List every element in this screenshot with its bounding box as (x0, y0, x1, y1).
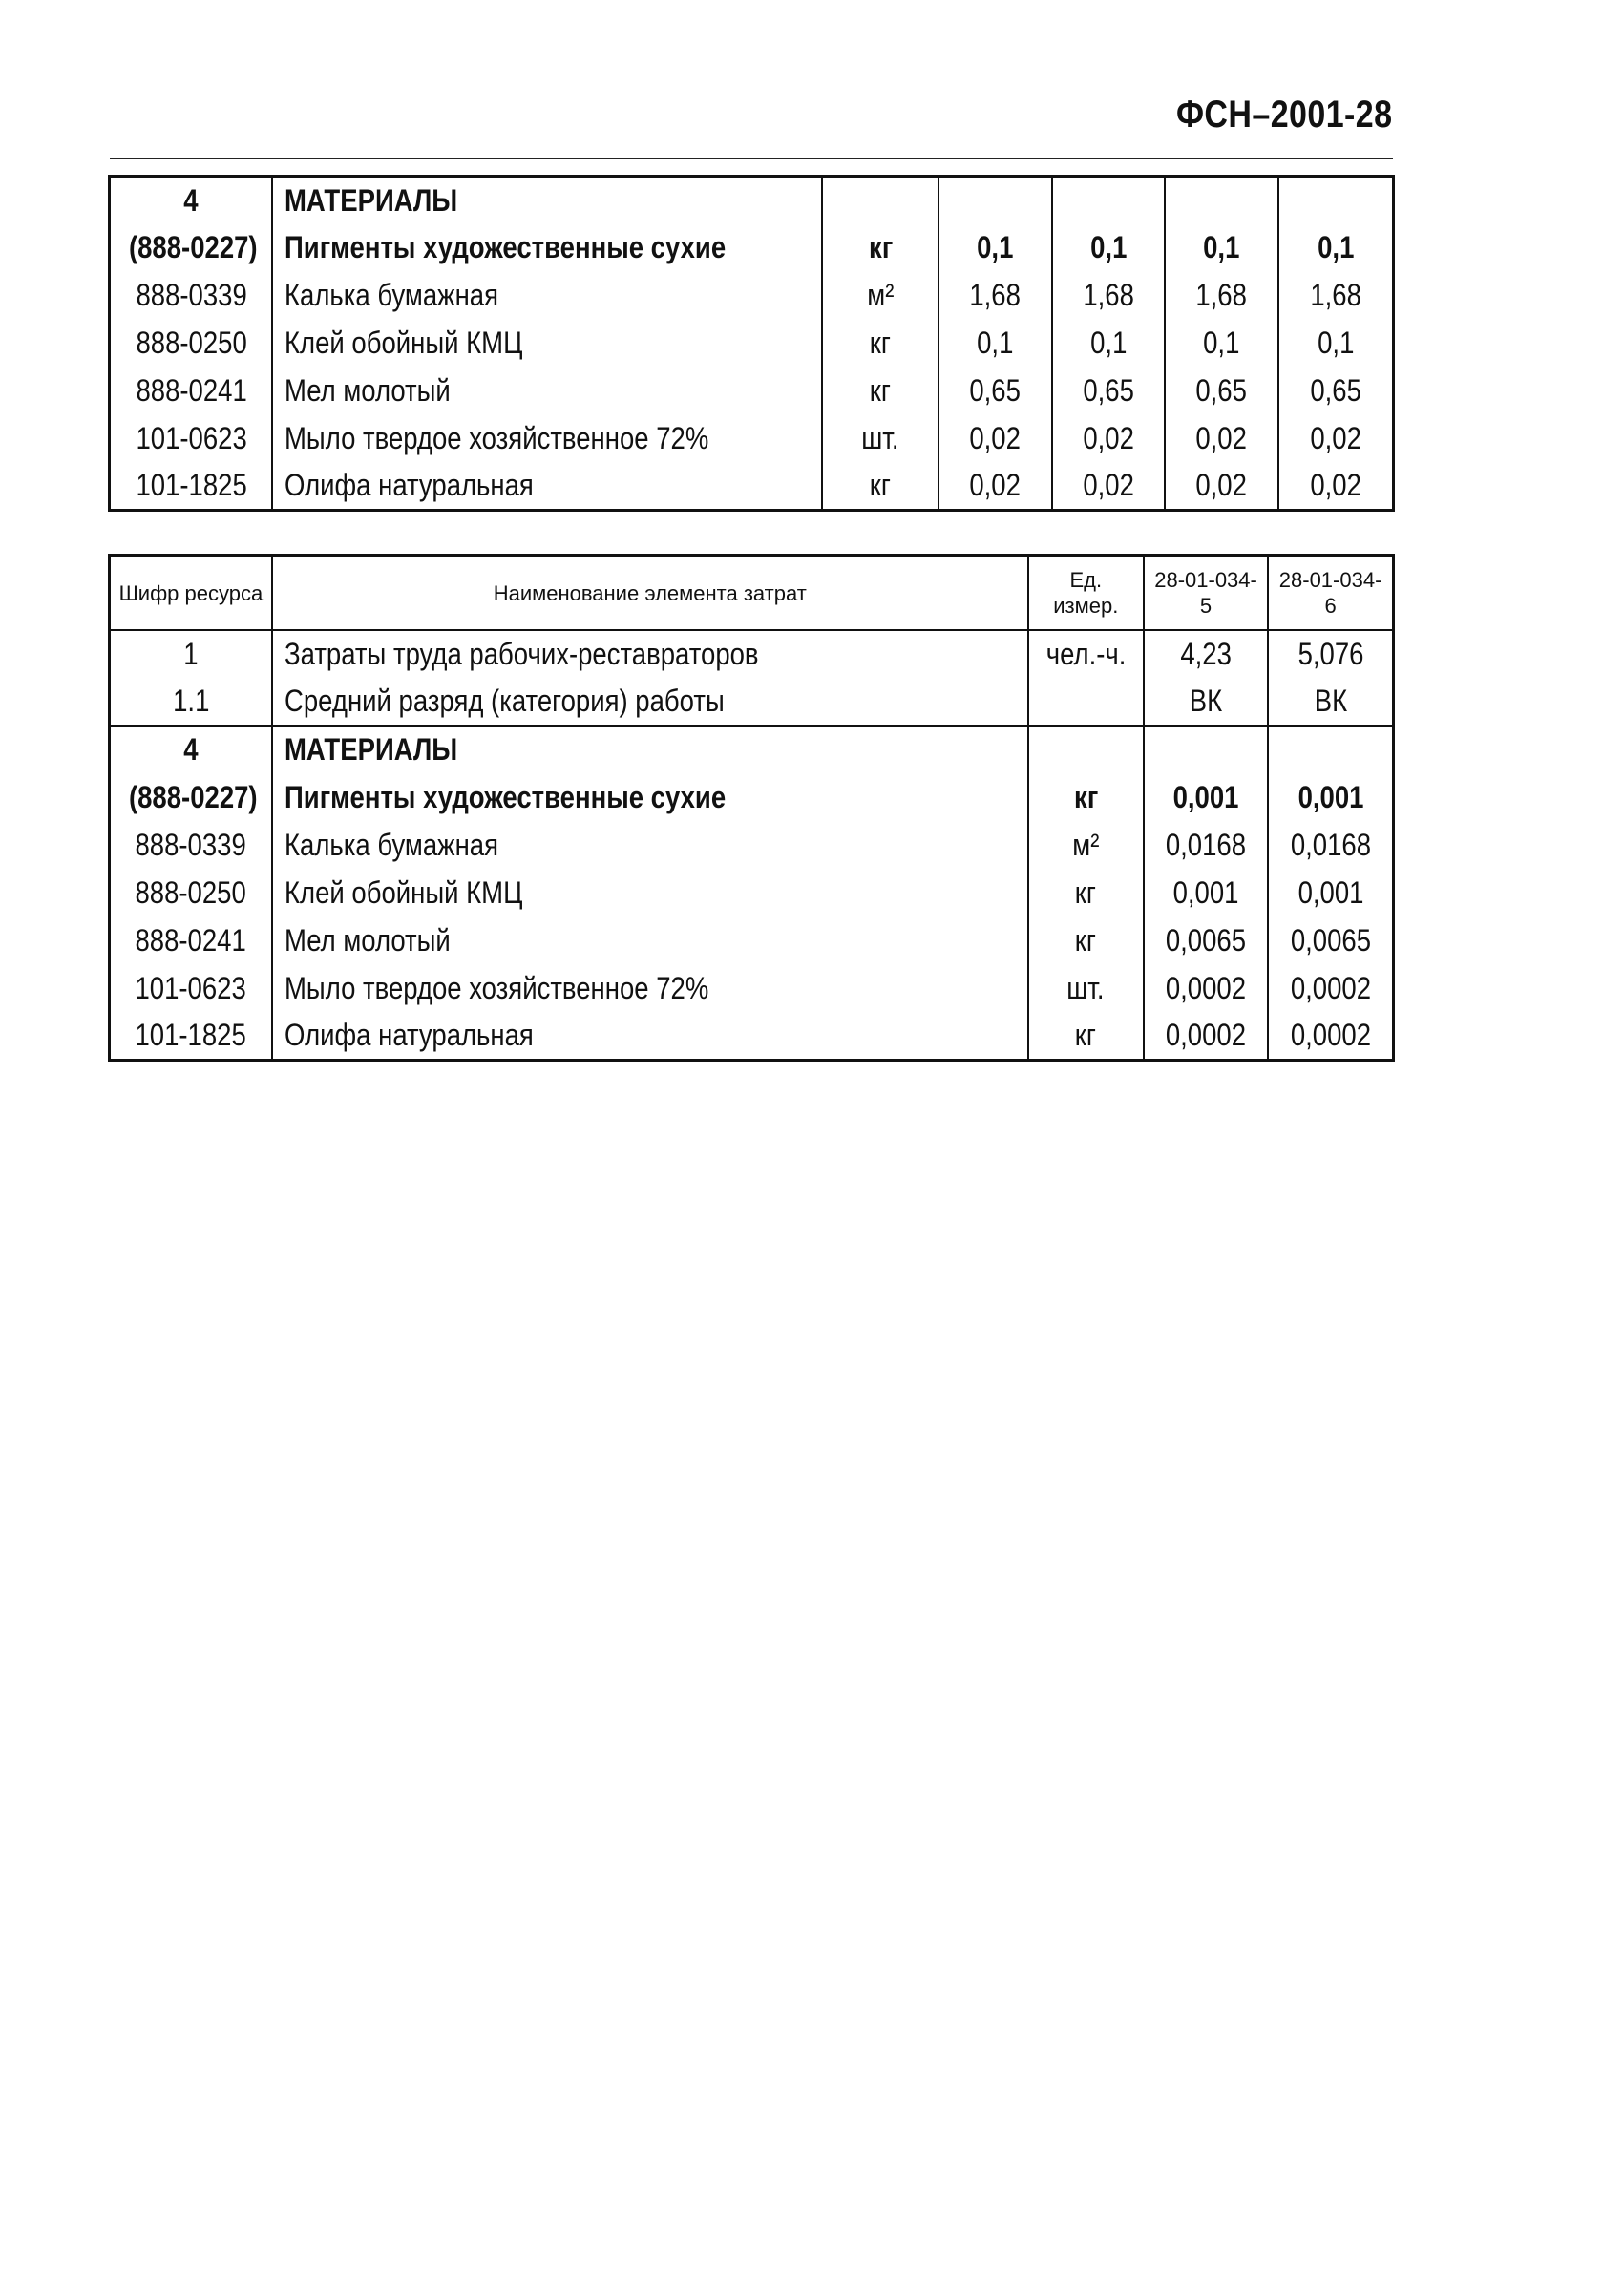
value-cell: 0,1 (1052, 224, 1166, 272)
header-col2: 28-01-034-6 (1268, 556, 1393, 631)
table-row (110, 177, 1394, 224)
document-code: ФСН–2001-28 (1175, 94, 1392, 136)
cost-element-name-cell: МАТЕРИАЛЫ (272, 177, 822, 224)
cost-element-name-cell: Затраты труда рабочих-реставраторов (272, 630, 1028, 678)
cost-element-name-cell: Мел молотый (272, 916, 1028, 964)
table-header-row (110, 556, 1394, 631)
header-unit: Ед. измер. (1028, 556, 1144, 631)
value-cell: 0,65 (1052, 368, 1166, 415)
value-cell (1144, 726, 1268, 773)
cost-element-name-cell: Олифа натуральная (272, 463, 822, 511)
value-cell: 0,1 (1052, 320, 1166, 368)
cost-element-name-cell: Пигменты художественные сухие (272, 773, 1028, 821)
table-row (110, 320, 1394, 368)
value-cell: 0,0002 (1144, 1012, 1268, 1060)
value-cell: 1,68 (939, 272, 1052, 320)
value-cell: 0,1 (1278, 320, 1394, 368)
value-cell: 0,65 (939, 368, 1052, 415)
value-cell: ВК (1144, 678, 1268, 726)
header-code: Шифр ресурса (110, 556, 272, 631)
resource-code-cell: 4 (110, 177, 273, 224)
table-row (110, 964, 1394, 1012)
value-cell: 0,02 (1052, 463, 1166, 511)
cost-element-name-cell: Пигменты художественные сухие (272, 224, 822, 272)
resource-code-cell: (888-0227) (110, 773, 272, 821)
table-row (110, 678, 1394, 726)
resource-code-cell: 101-0623 (110, 415, 273, 463)
value-cell: ВК (1268, 678, 1393, 726)
resource-code-cell: 1.1 (110, 678, 272, 726)
value-cell: 0,65 (1165, 368, 1278, 415)
materials-table-1 (108, 175, 1395, 512)
value-cell (1165, 177, 1278, 224)
resource-code-cell: 888-0250 (110, 320, 273, 368)
table-row (110, 1012, 1394, 1060)
header-rule (110, 158, 1393, 159)
resource-code-cell: 888-0339 (110, 821, 272, 869)
unit-cell (1028, 726, 1144, 773)
value-cell: 0,001 (1144, 773, 1268, 821)
value-cell: 0,0168 (1268, 821, 1393, 869)
unit-cell: кг (1028, 869, 1144, 916)
unit-cell: м² (822, 272, 939, 320)
table-row (110, 773, 1394, 821)
value-cell (1052, 177, 1166, 224)
value-cell: 4,23 (1144, 630, 1268, 678)
resource-code-cell: 101-1825 (110, 1012, 272, 1060)
resource-code-cell: 888-0241 (110, 368, 273, 415)
materials-table-2 (108, 554, 1395, 1062)
unit-cell: кг (822, 224, 939, 272)
value-cell (1268, 726, 1393, 773)
value-cell: 0,02 (1165, 463, 1278, 511)
value-cell: 0,0002 (1144, 964, 1268, 1012)
resource-code-cell: 888-0339 (110, 272, 273, 320)
value-cell: 0,0168 (1144, 821, 1268, 869)
table-row (110, 869, 1394, 916)
cost-element-name-cell: Калька бумажная (272, 821, 1028, 869)
resource-code-cell: 101-0623 (110, 964, 272, 1012)
resource-code-cell: 4 (110, 726, 272, 773)
value-cell: 0,0002 (1268, 1012, 1393, 1060)
value-cell: 0,02 (1278, 463, 1394, 511)
value-cell: 1,68 (1052, 272, 1166, 320)
resource-code-cell: 101-1825 (110, 463, 273, 511)
unit-cell: кг (822, 320, 939, 368)
value-cell: 0,1 (1165, 224, 1278, 272)
cost-element-name-cell: Калька бумажная (272, 272, 822, 320)
table-row (110, 630, 1394, 678)
unit-cell: кг (822, 368, 939, 415)
value-cell: 0,0065 (1268, 916, 1393, 964)
header-col1: 28-01-034-5 (1144, 556, 1268, 631)
table-row (110, 916, 1394, 964)
resource-code-cell: 1 (110, 630, 272, 678)
table-row (110, 463, 1394, 511)
value-cell: 0,1 (939, 224, 1052, 272)
cost-element-name-cell: Клей обойный КМЦ (272, 869, 1028, 916)
unit-cell: м² (1028, 821, 1144, 869)
unit-cell (822, 177, 939, 224)
unit-cell: шт. (1028, 964, 1144, 1012)
cost-element-name-cell: Мыло твердое хозяйственное 72% (272, 964, 1028, 1012)
value-cell: 0,02 (1278, 415, 1394, 463)
value-cell (1278, 177, 1394, 224)
unit-cell: кг (1028, 916, 1144, 964)
value-cell: 0,65 (1278, 368, 1394, 415)
value-cell: 0,001 (1144, 869, 1268, 916)
cost-element-name-cell: Олифа натуральная (272, 1012, 1028, 1060)
value-cell: 1,68 (1165, 272, 1278, 320)
unit-cell (1028, 678, 1144, 726)
cost-element-name-cell: Клей обойный КМЦ (272, 320, 822, 368)
resource-code-cell: 888-0241 (110, 916, 272, 964)
unit-cell: шт. (822, 415, 939, 463)
table-row (110, 821, 1394, 869)
value-cell: 0,1 (939, 320, 1052, 368)
value-cell: 0,02 (1165, 415, 1278, 463)
header-name: Наименование элемента затрат (272, 556, 1028, 631)
cost-element-name-cell: Средний разряд (категория) работы (272, 678, 1028, 726)
value-cell: 0,02 (939, 463, 1052, 511)
value-cell: 0,1 (1278, 224, 1394, 272)
unit-cell: чел.-ч. (1028, 630, 1144, 678)
unit-cell: кг (1028, 1012, 1144, 1060)
value-cell: 0,0002 (1268, 964, 1393, 1012)
value-cell (939, 177, 1052, 224)
table-row (110, 224, 1394, 272)
table-row (110, 726, 1394, 773)
value-cell: 0,1 (1165, 320, 1278, 368)
value-cell: 0,02 (1052, 415, 1166, 463)
table-row (110, 368, 1394, 415)
unit-cell: кг (1028, 773, 1144, 821)
value-cell: 5,076 (1268, 630, 1393, 678)
cost-element-name-cell: Мел молотый (272, 368, 822, 415)
resource-code-cell: 888-0250 (110, 869, 272, 916)
table-row (110, 415, 1394, 463)
value-cell: 0,02 (939, 415, 1052, 463)
value-cell: 0,001 (1268, 869, 1393, 916)
cost-element-name-cell: МАТЕРИАЛЫ (272, 726, 1028, 773)
value-cell: 0,0065 (1144, 916, 1268, 964)
value-cell: 1,68 (1278, 272, 1394, 320)
cost-element-name-cell: Мыло твердое хозяйственное 72% (272, 415, 822, 463)
resource-code-cell: (888-0227) (110, 224, 273, 272)
table-row (110, 272, 1394, 320)
value-cell: 0,001 (1268, 773, 1393, 821)
unit-cell: кг (822, 463, 939, 511)
